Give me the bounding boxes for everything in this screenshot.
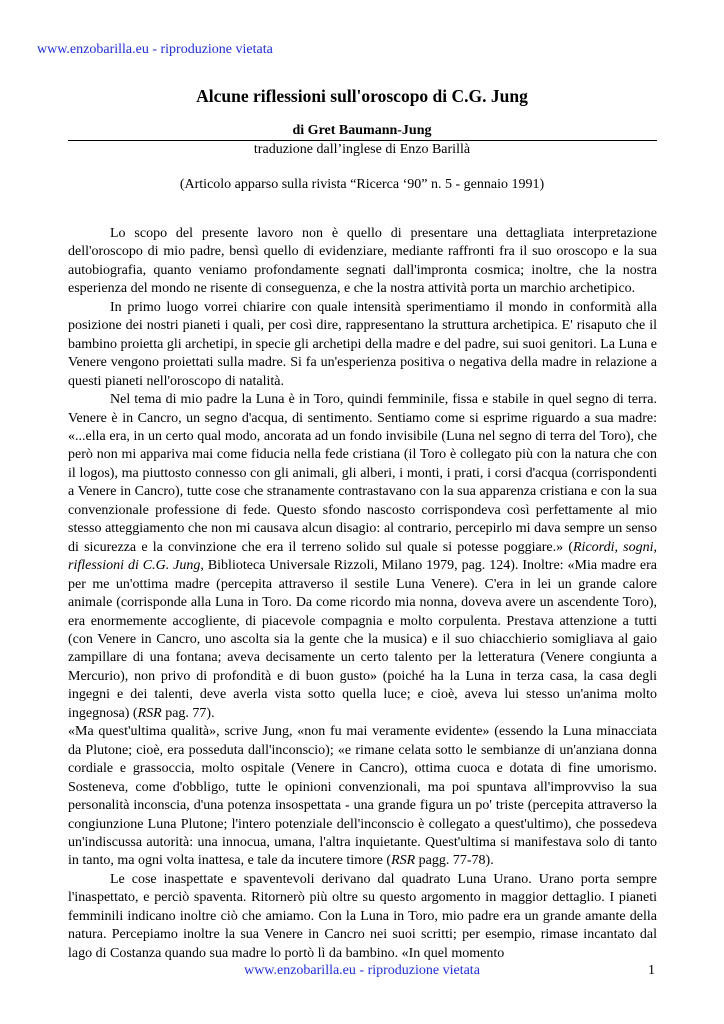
paragraph-4 [68,723,657,871]
paragraph-3-text-a: Nel tema di mio padre la Luna è in Toro, quindi femminile, fissa e stabile in quel segno di terra. Venere è in Cancro, un segno d'acqua, di sentimento. Sentiamo come si esprime riguardo a sua madre: «...ella era, in un certo qual modo, ancorata ad un fondo invisibile (Luna nel segno di terra del Toro), che però non mi appariva mai come fiducia nella fede cristiana (il Toro è collegato più con la natura che con il logos), ma piuttosto connesso con gli animali, gli alberi, i monti, i prati, i corsi d'acqua (corrispondenti a Venere in Cancro), tutte cose che stranamente contrastavano con la sua apparenza cristiana e con la sua convenzionale professione di fede. Questo sfondo nascosto corrispondeva così perfettamente al mio stesso atteggiamento che non mi causava alcun disagio: al contrario, percepirlo mi dava sempre un senso di sicurezza e la convinzione che era il terreno solido sul quale si potesse poggiare.» ( [68,392,657,555]
paragraph-1: Lo scopo del presente lavoro non è quello di presentare una dettagliata interpretazione dell'oroscopo di mio padre, bensì quello di evidenziare, mediante raffronti fra il suo oroscopo e la sua autobiografia, quanto veniamo profondamente segnati dall'impronta cosmica; inoltre, che la nostra esperienza del mondo ne risente di conseguenza, e che la nostra attività porta un marchio archetipico. [68,226,657,297]
article-body [68,225,657,963]
paragraph-5: Le cose inaspettate e spaventevoli derivano dal quadrato Luna Urano. Urano porta sempre l'inaspettato, e perciò spaventa. Ritornerò più oltre su questo argomento in maggior dettaglio. I pianeti femminili indicano inoltre ciò che amiamo. Con la Luna in Toro, mio padre era un grande amante della natura. Percepiamo inoltre la sua Venere in Cancro nei suoi scritti; per esempio, rimase incantato dal lago di Costanza quando sua madre lo portò lì da bambino. «In quel momento [68,871,657,961]
paragraph-3-text-b: , Biblioteca Universale Rizzoli, Milano 1979, pag. 124). Inoltre: «Mia madre era per me un'ottima madre (percepita attraverso il sestile Luna Venere). C'era in lei un grande calore animale (corrisponde alla Luna in Toro. Da come ricordo mia nonna, doveva avere un ascendente Toro), era enormemente accogliente, di piacevole compagnia e molto corpulenta. Prestava attenzione a tutti (con Venere in Cancro, uno ascolta sia la gente che la musica) e il suo chiacchierio somigliava al gaio zampillare di una fontana; aveva decisamente un certo talento per la letteratura (Venere congiunta a Mercurio), non privo di profondità e di buon gusto» (poiché ha la Luna in terza casa, la casa degli ingegni e dei talenti, deve averla vista sotto quella luce; e cioè, aveva lui stesso un'anima molto ingegnosa) ( [68,558,657,721]
paragraph-4-text-b: pagg. 77-78). [415,853,494,869]
book-title-citation: Ricordi, sogni, riflessioni di C.G. Jung [68,539,657,574]
page-number: 1 [648,963,655,978]
paragraph-2: In primo luogo vorrei chiarire con quale intensità sperimentiamo il mondo in conformità alla posizione dei nostri pianeti i quali, per così dire, rappresentano la struttura archetipica. E' risaputo che il bambino proietta gli archetipi, in specie gli archetipi della madre e del padre, sui suoi genitori. La Luna e Venere vengono proiettati sulla madre. Si fa un'esperienza positiva o negativa della madre in relazione a questi pianeti nell'oroscopo di natalità. [68,299,657,389]
header-website-link[interactable]: www.enzobarilla.eu - riproduzione vietata [37,42,273,57]
article-title: Alcune riflessioni sull'oroscopo di C.G. Jung [196,86,528,106]
rsr-citation: RSR [137,705,162,721]
rsr-citation: RSR [391,853,416,869]
article-translator: traduzione dall’inglese di Enzo Barillà [253,142,471,157]
paragraph-4-text-a: «Ma quest'ultima qualità», scrive Jung, «non fu mai veramente evidente» (essendo la Luna minacciata da Plutone; cioè, era posseduta dall'inconscio); «e rimane celata sotto le sembianze di un'anziana donna cordiale e grassoccia, molto ospitale (Venere in Cancro), ottima cuoca e dotata di fine umorismo. Sosteneva, come d'obbligo, tutte le opinioni convenzionali, ma poi spuntava all'improvviso la sua personalità inconscia, d'una potenza insospettata - una grande figura un po' triste (percepita attraverso la congiunzione Luna Plutone; l'intero potenziale dell'inconscio è collegato a quest'ultimo), che possedeva un'indiscussa autorità: una innocua, umana, l'altra inquietante. Quest'ultima si manifestava solo di tanto in tanto, ma ogni volta inattesa, e tale da incutere timore ( [68,724,657,869]
paragraph-3-text-c: pag. 77). [161,705,215,721]
footer-website-link[interactable]: www.enzobarilla.eu - riproduzione vietata [244,963,480,978]
article-source-note: (Articolo apparso sulla rivista “Ricerca ‘90” n. 5 - gennaio 1991) [179,177,545,192]
paragraph-3 [68,391,657,723]
author-divider [68,140,657,141]
article-author: di Gret Baumann-Jung [292,123,432,138]
